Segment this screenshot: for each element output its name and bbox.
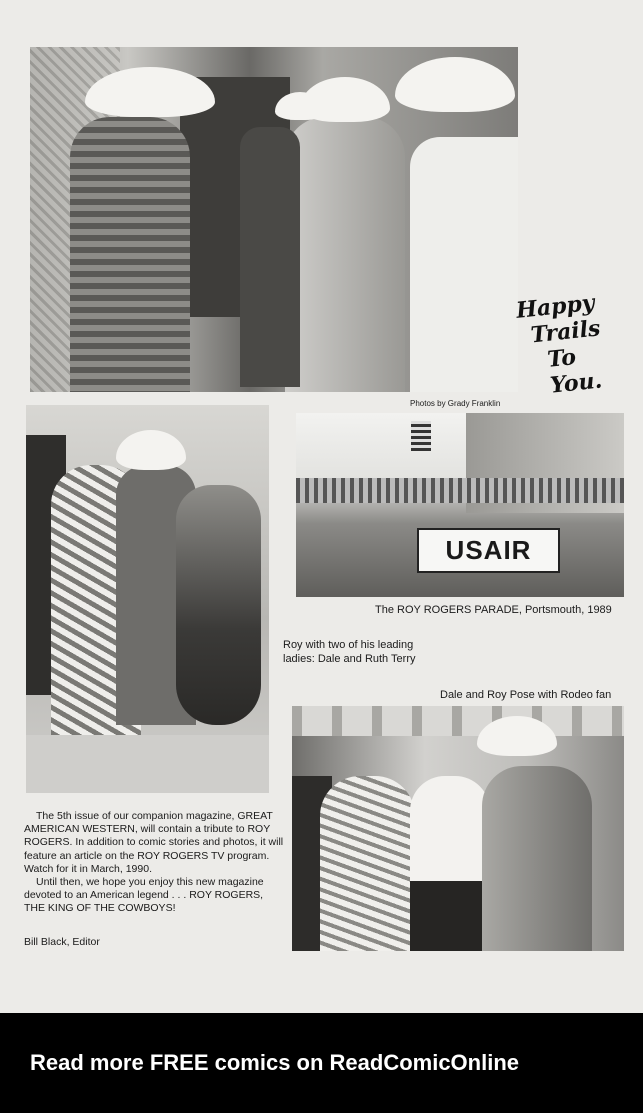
ceiling-beams xyxy=(292,706,624,736)
photo-rodeo-fan xyxy=(292,706,624,951)
american-flag xyxy=(411,421,431,451)
photo-handshake xyxy=(30,47,518,392)
roy-rogers-figure xyxy=(285,117,405,392)
read-more-link[interactable]: Read more FREE comics on ReadComicOnline xyxy=(30,1050,520,1075)
parade-crowd xyxy=(296,478,624,503)
editorial-paragraph: The 5th issue of our companion magazine, GREAT AMERICAN WESTERN, will contain a tribute to ROY ROGERS. In addition to comic stories and photos, it will feature an article on the ROY ROGERS TV program. Watch for it in March, 1990. xyxy=(24,810,284,875)
photo-roy-with-ladies xyxy=(26,405,269,793)
parade-caption: The ROY ROGERS PARADE, Portsmouth, 1989 xyxy=(375,604,612,616)
editorial-text xyxy=(24,810,286,916)
rodeo-fan-caption: Dale and Roy Pose with Rodeo fan xyxy=(440,689,612,701)
usair-banner: USAIR xyxy=(417,528,560,573)
editorial-paragraph: Until then, we hope you enjoy this new magazine devoted to an American legend . . . ROY ROGERS, THE KING OF THE COWBOYS! xyxy=(24,876,264,915)
ruth-terry-figure xyxy=(176,485,261,725)
man-background xyxy=(240,127,300,387)
man-plaid-shirt xyxy=(70,117,190,392)
cowboy-hat xyxy=(116,430,186,470)
dale-evans-figure xyxy=(320,776,415,951)
ladies-caption-line2: ladies: Dale and Ruth Terry xyxy=(283,653,416,665)
roy-rogers-figure xyxy=(482,766,592,951)
fan-white-shirt xyxy=(410,137,518,392)
script-line: Trails xyxy=(529,315,602,349)
ladies-caption-line1: Roy with two of his leading xyxy=(283,639,414,651)
photo-parade xyxy=(296,413,624,597)
ground xyxy=(26,735,269,793)
cowboy-hat xyxy=(395,57,515,112)
photo-credit: Photos by Grady Franklin xyxy=(410,399,501,408)
happy-trails-script xyxy=(515,287,635,402)
script-line: Happy xyxy=(514,289,596,324)
rodeo-fan-figure xyxy=(410,776,490,951)
editor-signature: Bill Black, Editor xyxy=(24,936,100,948)
footer-bar xyxy=(0,1013,643,1113)
script-line: To You. xyxy=(546,344,604,399)
